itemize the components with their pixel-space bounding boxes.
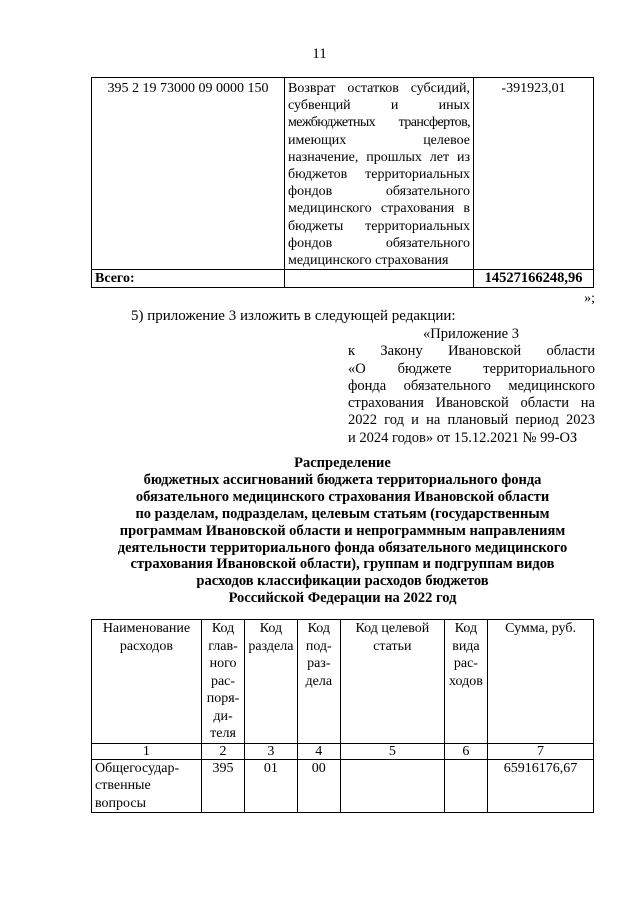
- appendix-reference: [348, 326, 595, 447]
- column-number: 4: [297, 743, 340, 759]
- title-line: Российской Федерации на 2022 год: [228, 590, 457, 607]
- table-header-row: [92, 620, 594, 744]
- header-line: раз-: [307, 656, 331, 671]
- column-number: 7: [488, 743, 594, 759]
- total-amount: 14527166248,96: [474, 270, 594, 288]
- column-number: 6: [444, 743, 487, 759]
- header-line: раздела: [248, 638, 294, 654]
- header-line: теля: [210, 726, 236, 741]
- revenue-name-line: медицинского страхования в: [288, 201, 470, 217]
- header-line: Код: [454, 621, 478, 636]
- appendix-line: к Закону Ивановской области: [348, 343, 595, 360]
- revenue-name-line: имеющих целевое: [288, 132, 470, 148]
- header-type-code: [444, 620, 487, 744]
- appendix-line: фонда обязательного медицинского: [348, 377, 595, 394]
- revenue-name-line: межбюджетных трансфертов,: [288, 115, 470, 131]
- header-subsection-code: [297, 620, 340, 744]
- revenue-name: [285, 78, 474, 270]
- title-line: обязательного медицинского страхования Ивановской области: [135, 488, 550, 505]
- revenue-name-line: фондов обязательного: [288, 235, 470, 251]
- expenditure-table: [91, 619, 594, 813]
- revenue-name-line: бюджетов территориальных: [288, 167, 470, 183]
- header-line: поря-: [206, 691, 240, 706]
- header-line: глав-: [208, 638, 238, 654]
- header-line: Наименование: [102, 621, 191, 636]
- row-section-code: 01: [245, 759, 297, 813]
- title-line: по разделам, подразделам, целевым статьям (государственным: [135, 505, 550, 522]
- header-line: Сумма, руб.: [505, 621, 576, 636]
- revenue-name-line: фондов обязательного: [288, 184, 470, 200]
- column-number-row: [92, 743, 594, 759]
- column-number: 3: [245, 743, 297, 759]
- header-name: [92, 620, 202, 744]
- total-label: Всего:: [92, 270, 285, 288]
- header-line: Код целевой: [355, 621, 430, 636]
- title-line: программам Ивановской области и непрограммным направлениям: [119, 522, 566, 539]
- title-line: бюджетных ассигнований бюджета территориального фонда: [143, 471, 542, 488]
- title-line: страхования Ивановской области), группам и подгруппам видов: [130, 556, 555, 573]
- header-line: расходов: [119, 638, 173, 654]
- row-target-code: [340, 759, 444, 813]
- revenue-name-line: назначение, прошлых лет из: [288, 149, 470, 165]
- row-subsection-code: 00: [297, 759, 340, 813]
- appendix-line: «О бюджете территориального: [348, 360, 595, 377]
- instruction-text: 5) приложение 3 изложить в следующей редакции:: [131, 308, 456, 324]
- revenue-table: [91, 77, 594, 288]
- table-row: [92, 759, 594, 813]
- title-line: расходов классификации расходов бюджетов: [196, 573, 489, 590]
- page-number: 11: [312, 46, 327, 62]
- header-line: под-: [305, 638, 332, 654]
- row-amount: 65916176,67: [488, 759, 594, 813]
- header-line: рас-: [210, 673, 236, 689]
- column-number: 2: [201, 743, 244, 759]
- row-name: [92, 759, 202, 813]
- row-chief-code: 395: [201, 759, 244, 813]
- revenue-name-line: Возврат остатков субсидий,: [288, 81, 470, 96]
- header-line: ди-: [213, 708, 233, 724]
- header-line: дела: [305, 673, 333, 689]
- table-row: [92, 78, 594, 270]
- revenue-name-line: бюджеты территориальных: [288, 218, 470, 234]
- header-line: ходов: [449, 673, 483, 689]
- revenue-name-line: субвенций и иных: [288, 98, 470, 114]
- header-line: вида: [452, 638, 480, 654]
- header-line: ного: [209, 656, 237, 671]
- appendix-line: 2022 год и на плановый период 2023: [348, 412, 595, 429]
- total-row: [92, 270, 594, 288]
- row-name-line: Общегосудар-: [95, 760, 180, 776]
- appendix-line: «Приложение 3: [423, 326, 519, 342]
- document-title: [91, 455, 594, 607]
- header-target-code: [340, 620, 444, 744]
- revenue-name-line: медицинского страхования: [288, 253, 449, 269]
- header-line: статьи: [373, 638, 412, 654]
- appendix-line: и 2024 годов» от 15.12.2021 № 99-ОЗ: [348, 429, 578, 446]
- appendix-line: страхования Ивановской области на: [348, 395, 595, 412]
- header-line: рас-: [453, 656, 478, 671]
- header-amount: [488, 620, 594, 744]
- row-name-line: вопросы: [95, 795, 146, 811]
- total-empty-cell: [285, 270, 474, 288]
- title-line: Распределение: [294, 455, 391, 471]
- title-line: деятельности территориального фонда обязательного медицинского: [117, 539, 568, 556]
- row-type-code: [444, 759, 487, 813]
- closing-quote: »;: [584, 291, 595, 306]
- header-line: Код: [307, 621, 330, 636]
- header-line: Код: [211, 621, 235, 636]
- revenue-code: 395 2 19 73000 09 0000 150: [92, 78, 285, 270]
- header-section-code: [245, 620, 297, 744]
- header-line: Код: [259, 621, 283, 636]
- revenue-amount: -391923,01: [474, 78, 594, 270]
- column-number: 1: [92, 743, 202, 759]
- column-number: 5: [340, 743, 444, 759]
- row-name-line: ственные: [95, 778, 151, 793]
- header-chief-code: [201, 620, 244, 744]
